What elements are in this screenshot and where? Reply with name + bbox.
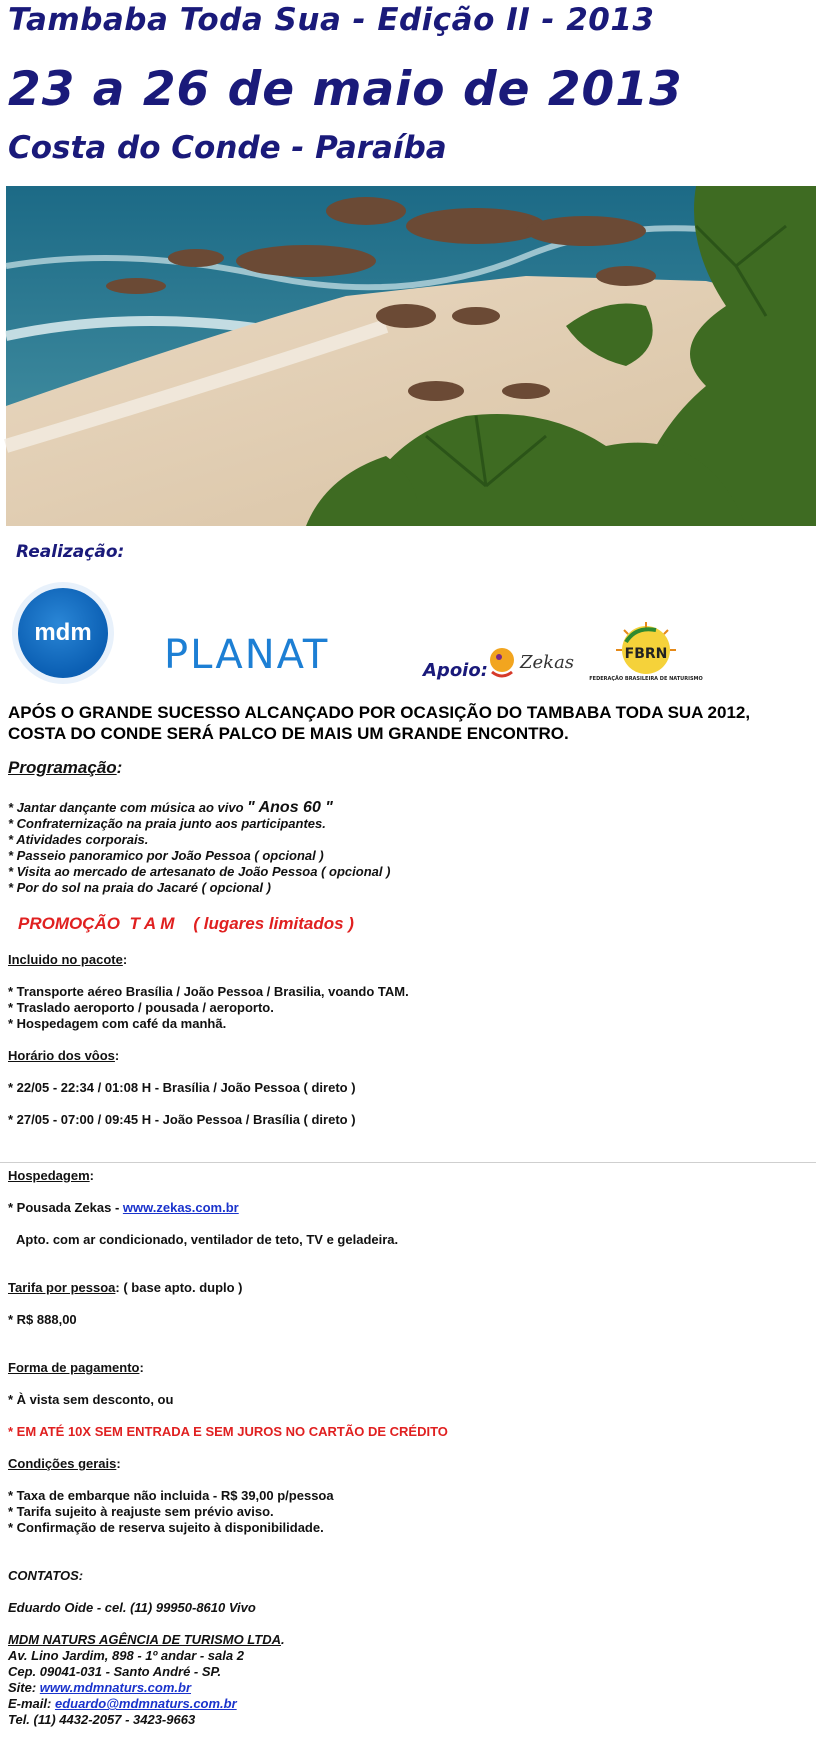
condicao-item: * Taxa de embarque não incluida - R$ 39,00 p/pessoa bbox=[8, 1488, 334, 1503]
incluido-item: * Traslado aeroporto / pousada / aeroporto. bbox=[8, 1000, 274, 1015]
condicoes-section bbox=[8, 1456, 808, 1536]
tarifa-section bbox=[8, 1280, 808, 1328]
fbrn-caption: FEDERAÇÃO BRASILEIRA DE NATURISMO bbox=[589, 676, 703, 682]
email-label: E-mail: bbox=[8, 1696, 55, 1711]
mdm-logo bbox=[18, 588, 108, 678]
company-tel: Tel. (11) 4432-2057 - 3423-9663 bbox=[8, 1712, 196, 1727]
incluido-title: Incluido no pacote: bbox=[8, 952, 128, 967]
event-location: Costa do Conde - Paraíba bbox=[8, 130, 447, 166]
pagamento-title: Forma de pagamento: bbox=[8, 1360, 144, 1375]
voos-section bbox=[8, 1048, 808, 1128]
zekas-link[interactable]: www.zekas.com.br bbox=[122, 1200, 239, 1215]
condicao-item: * Confirmação de reserva sujeito à disponibilidade. bbox=[8, 1520, 324, 1535]
condicoes-title: Condições gerais: bbox=[8, 1456, 121, 1471]
incluido-item: * Hospedagem com café da manhã. bbox=[8, 1016, 227, 1031]
incluido-section bbox=[8, 952, 808, 1032]
planat-logo: PLANAT bbox=[164, 632, 330, 678]
zekas-logo-text: Zekas bbox=[520, 652, 575, 673]
programacao-title: Programação: bbox=[8, 758, 123, 777]
programacao-item: * Passeio panoramico por João Pessoa ( opcional ) bbox=[8, 848, 324, 863]
hospedagem-title-text: Hospedagem bbox=[8, 1168, 90, 1183]
voo-item: * 22/05 - 22:34 / 01:08 H - Brasília / João Pessoa ( direto ) bbox=[8, 1080, 356, 1095]
condicoes-title-text: Condições gerais bbox=[8, 1456, 117, 1471]
tarifa-title bbox=[8, 1280, 808, 1296]
tarifa-value: * R$ 888,00 bbox=[8, 1312, 77, 1327]
programacao-title-text: Programação bbox=[8, 758, 117, 777]
contatos-title: CONTATOS: bbox=[8, 1568, 84, 1583]
beach-hero-image bbox=[6, 186, 816, 526]
company-email bbox=[8, 1696, 808, 1712]
pousada-line bbox=[8, 1200, 808, 1216]
event-title: Tambaba Toda Sua - Edição II - 2013 bbox=[8, 2, 655, 38]
programacao-item: * Visita ao mercado de artesanato de João Pessoa ( opcional ) bbox=[8, 864, 391, 879]
contato-pessoa: Eduardo Oide - cel. (11) 99950-8610 Vivo bbox=[8, 1600, 256, 1615]
tarifa-title-text: Tarifa por pessoa bbox=[8, 1280, 116, 1295]
company-site bbox=[8, 1680, 808, 1696]
company-cep: Cep. 09041-031 - Santo André - SP. bbox=[8, 1664, 222, 1679]
mdm-logo-text: mdm bbox=[34, 619, 92, 646]
company-name: MDM NATURS AGÊNCIA DE TURISMO LTDA. bbox=[8, 1632, 285, 1647]
anos-60-highlight: " Anos 60 " bbox=[247, 799, 333, 816]
promo-banner: PROMOÇÃO T A M ( lugares limitados ) bbox=[18, 914, 354, 933]
email-link[interactable]: eduardo@mdmnaturs.com.br bbox=[54, 1696, 237, 1711]
site-label: Site: bbox=[8, 1680, 40, 1695]
programacao-item bbox=[8, 800, 808, 816]
hospedagem-section bbox=[8, 1168, 808, 1248]
realizacao-label: Realização: bbox=[16, 542, 125, 562]
programacao-item: * Atividades corporais. bbox=[8, 832, 149, 847]
voos-title: Horário dos vôos: bbox=[8, 1048, 120, 1063]
site-link[interactable]: www.mdmnaturs.com.br bbox=[39, 1680, 192, 1695]
zekas-logo bbox=[486, 640, 581, 682]
section-divider bbox=[0, 1162, 816, 1163]
company-name-text: MDM NATURS AGÊNCIA DE TURISMO LTDA bbox=[8, 1632, 281, 1647]
event-dates: 23 a 26 de maio de 2013 bbox=[8, 62, 683, 117]
condicao-item: * Tarifa sujeito à reajuste sem prévio aviso. bbox=[8, 1504, 274, 1519]
voos-title-text: Horário dos vôos bbox=[8, 1048, 115, 1063]
contatos-section bbox=[8, 1568, 808, 1728]
programacao-item: * Confraternização na praia junto aos participantes. bbox=[8, 816, 326, 831]
pagamento-parcelado: * EM ATÉ 10X SEM ENTRADA E SEM JUROS NO CARTÃO DE CRÉDITO bbox=[8, 1424, 448, 1439]
headline-line-1: APÓS O GRANDE SUCESSO ALCANÇADO POR OCASIÇÃO DO TAMBABA TODA SUA 2012, bbox=[8, 703, 751, 722]
apoio-label: Apoio: bbox=[423, 660, 488, 681]
fbrn-logo bbox=[589, 620, 703, 682]
programacao-item-text: * Jantar dançante com música ao vivo bbox=[8, 800, 248, 815]
pagamento-section bbox=[8, 1360, 808, 1440]
headline-line-2: COSTA DO CONDE SERÁ PALCO DE MAIS UM GRANDE ENCONTRO. bbox=[8, 724, 569, 743]
hospedagem-title: Hospedagem: bbox=[8, 1168, 94, 1183]
programacao-item: * Por do sol na praia do Jacaré ( opcional ) bbox=[8, 880, 271, 895]
company-address: Av. Lino Jardim, 898 - 1º andar - sala 2 bbox=[8, 1648, 244, 1663]
pousada-prefix: * Pousada Zekas - bbox=[8, 1200, 123, 1215]
pagamento-title-text: Forma de pagamento bbox=[8, 1360, 140, 1375]
incluido-item: * Transporte aéreo Brasília / João Pessoa / Brasilia, voando TAM. bbox=[8, 984, 409, 999]
pagamento-avista: * À vista sem desconto, ou bbox=[8, 1392, 174, 1407]
voo-item: * 27/05 - 07:00 / 09:45 H - João Pessoa / Brasília ( direto ) bbox=[8, 1112, 356, 1127]
incluido-title-text: Incluido no pacote bbox=[8, 952, 123, 967]
headline bbox=[8, 702, 808, 744]
apto-description: Apto. com ar condicionado, ventilador de teto, TV e geladeira. bbox=[16, 1232, 399, 1247]
tarifa-note: : ( base apto. duplo ) bbox=[115, 1280, 243, 1295]
fbrn-logo-text: FBRN bbox=[624, 646, 668, 662]
programacao-list bbox=[8, 800, 808, 896]
